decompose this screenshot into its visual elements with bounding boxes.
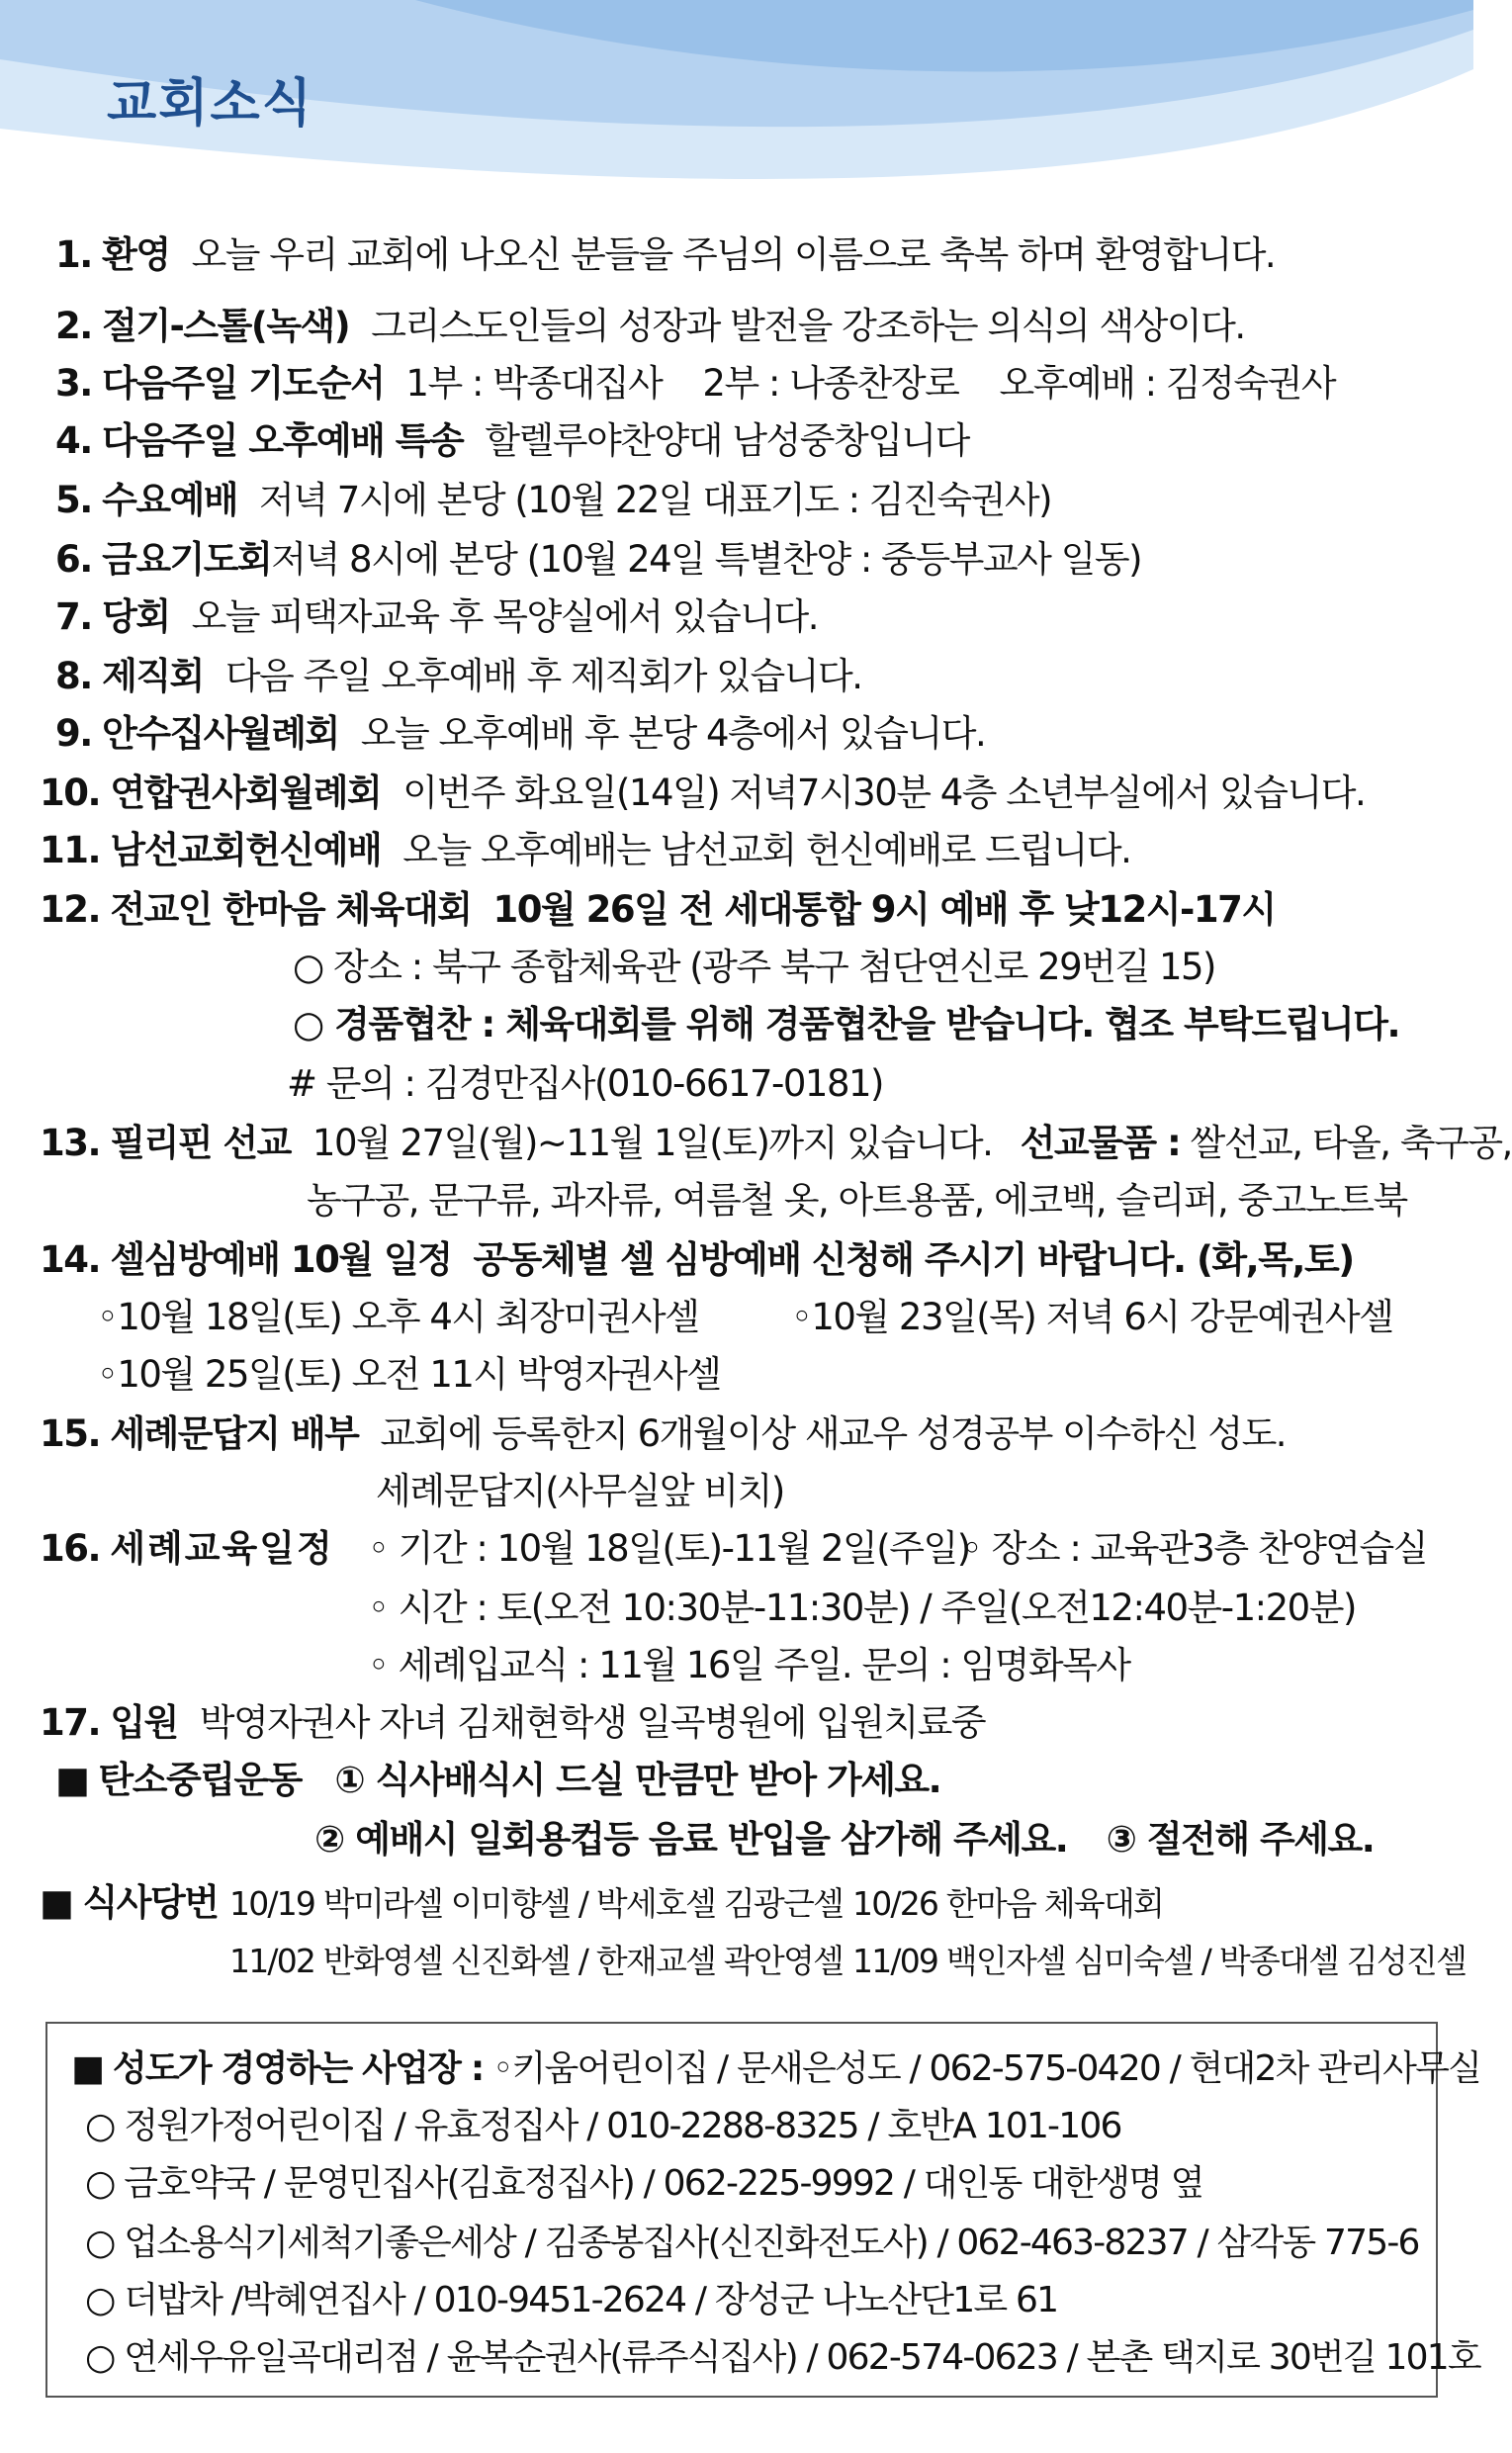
carbon-neutral-campaign: ■ 탄소중립운동 ① 식사배식시 드실 만큼만 받아 가세요.: [55, 1759, 941, 1801]
business-row: ○ 연세우유일곡대리점 / 윤복순권사(류주식집사) / 062-574-0623 / 본촌 택지로 30번길 101호: [85, 2337, 1480, 2378]
news-item-16-period: ◦ 기간 : 10월 18일(토)-11월 2일(주일): [368, 1527, 970, 1570]
news-item-15-note: 세례문답지(사무실앞 비치): [376, 1470, 784, 1512]
square-bullet-icon: ■: [55, 1759, 89, 1801]
news-item-16-ceremony: ◦ 세례입교식 : 11월 16일 주일. 문의 : 임명화목사: [368, 1644, 1130, 1686]
meal-duty-row-1a: 10/19 박미라셀 이미향셀 / 박세호셀 김광근셀: [229, 1884, 844, 1923]
news-item-4: 4. 다음주일 오후예배 특송 할렐루야찬양대 남성중창입니다: [55, 419, 969, 462]
news-item-14-cell-2: ◦10월 23일(목) 저녁 6시 강문예권사셀: [791, 1296, 1393, 1338]
news-item-8: 8. 제직회 다음 주일 오후예배 후 제직회가 있습니다.: [55, 655, 862, 697]
news-item-7: 7. 당회 오늘 피택자교육 후 목양실에서 있습니다.: [55, 595, 818, 638]
news-item-12: 12. 전교인 한마음 체육대회 10월 26일 전 세대통합 9시 예배 후 낮12시-17시: [40, 888, 1276, 931]
news-item-12-place: ○ 장소 : 북구 종합체육관 (광주 북구 첨단연신로 29번길 15): [293, 946, 1215, 988]
carbon-neutral-line-2: ② 예배시 일회용컵등 음료 반입을 삼가해 주세요. ③ 절전해 주세요.: [314, 1818, 1375, 1861]
news-item-1: 1. 환영 오늘 우리 교회에 나오신 분들을 주님의 이름으로 축복 하며 환영합니다.: [55, 233, 1276, 276]
news-item-16: 16. 세례교육일정: [40, 1527, 334, 1570]
news-item-14-cell-1: ◦10월 18일(토) 오후 4시 최장미권사셀: [97, 1296, 699, 1338]
news-item-2: 2. 절기-스톨(녹색) 그리스도인들의 성장과 발전을 강조하는 의식의 색상이다.: [55, 305, 1245, 347]
news-item-16-place: ◦ 장소 : 교육관3층 찬양연습실: [961, 1527, 1428, 1570]
news-item-6: 6. 금요기도회저녁 8시에 본당 (10월 24일 특별찬양 : 중등부교사 일동): [55, 538, 1142, 581]
square-bullet-icon: ■: [40, 1881, 73, 1924]
business-row: ○ 금호약국 / 문영민집사(김효정집사) / 062-225-9992 / 대인동 대한생명 옆: [85, 2163, 1203, 2204]
news-item-15: 15. 세례문답지 배부 교회에 등록한지 6개월이상 새교우 성경공부 이수하신 성도.: [40, 1412, 1287, 1455]
business-row: ○ 더밥차 /박혜연집사 / 010-9451-2624 / 장성군 나노산단1로 61: [85, 2280, 1058, 2320]
business-row: ○ 정원가정어린이집 / 유효정집사 / 010-2288-8325 / 호반A 101-106: [85, 2106, 1121, 2146]
news-item-16-time: ◦ 시간 : 토(오전 10:30분-11:30분) / 주일(오전12:40분-1:20분): [368, 1587, 1356, 1629]
meal-duty-row-2a: 11/02 반화영셀 신진화셀 / 한재교셀 곽안영셀: [229, 1942, 844, 1980]
news-item-12-prize: ○ 경품협찬 : 체육대회를 위해 경품협찬을 받습니다. 협조 부탁드립니다.: [293, 1003, 1400, 1045]
business-directory-box: [45, 2022, 1481, 2398]
page-title: 교회소식: [107, 74, 313, 134]
news-item-12-contact: # 문의 : 김경만집사(010-6617-0181): [287, 1062, 883, 1105]
news-item-13: 13. 필리핀 선교 10월 27일(월)~11월 1일(토)까지 있습니다. 선교물품 : 쌀선교, 타올, 축구공,: [40, 1122, 1512, 1164]
news-item-3: 3. 다음주일 기도순서 1부 : 박종대집사 2부 : 나종찬장로 오후예배 : 김정숙권사: [55, 362, 1336, 405]
square-bullet-icon: ■: [71, 2048, 104, 2089]
news-item-10: 10. 연합권사회월례회 이번주 화요일(14일) 저녁7시30분 4층 소년부실에서 있습니다.: [40, 772, 1366, 814]
news-item-11: 11. 남선교회헌신예배 오늘 오후예배는 남선교회 헌신예배로 드립니다.: [40, 829, 1131, 871]
news-item-5: 5. 수요예배 저녁 7시에 본당 (10월 22일 대표기도 : 김진숙권사): [55, 479, 1052, 521]
news-item-14-cell-3: ◦10월 25일(토) 오전 11시 박영자권사셀: [97, 1353, 721, 1396]
meal-duty-heading: ■ 식사당번: [40, 1881, 219, 1924]
news-item-9: 9. 안수집사월례회 오늘 오후예배 후 본당 4층에서 있습니다.: [55, 712, 986, 755]
business-directory-heading: ■ 성도가 경영하는 사업장 : ◦키움어린이집 / 문새은성도 / 062-575-0420 / 현대2차 관리사무실: [71, 2048, 1481, 2089]
meal-duty-row-1b: 10/26 한마음 체육대회: [852, 1884, 1164, 1923]
news-item-17: 17. 입원 박영자권사 자녀 김채현학생 일곡병원에 입원치료중: [40, 1701, 986, 1744]
news-item-13-goods: 농구공, 문구류, 과자류, 여름철 옷, 아트용품, 에코백, 슬리퍼, 중고노트북: [307, 1179, 1407, 1222]
news-item-14: 14. 셀심방예배 10월 일정 공동체별 셀 심방예배 신청해 주시기 바랍니다. (화,목,토): [40, 1238, 1354, 1281]
meal-duty-row-2b: 11/09 백인자셀 심미숙셀 / 박종대셀 김성진셀: [852, 1942, 1467, 1980]
business-row: ○ 업소용식기세척기좋은세상 / 김종봉집사(신진화전도사) / 062-463-8237 / 삼각동 775-6: [85, 2223, 1419, 2263]
